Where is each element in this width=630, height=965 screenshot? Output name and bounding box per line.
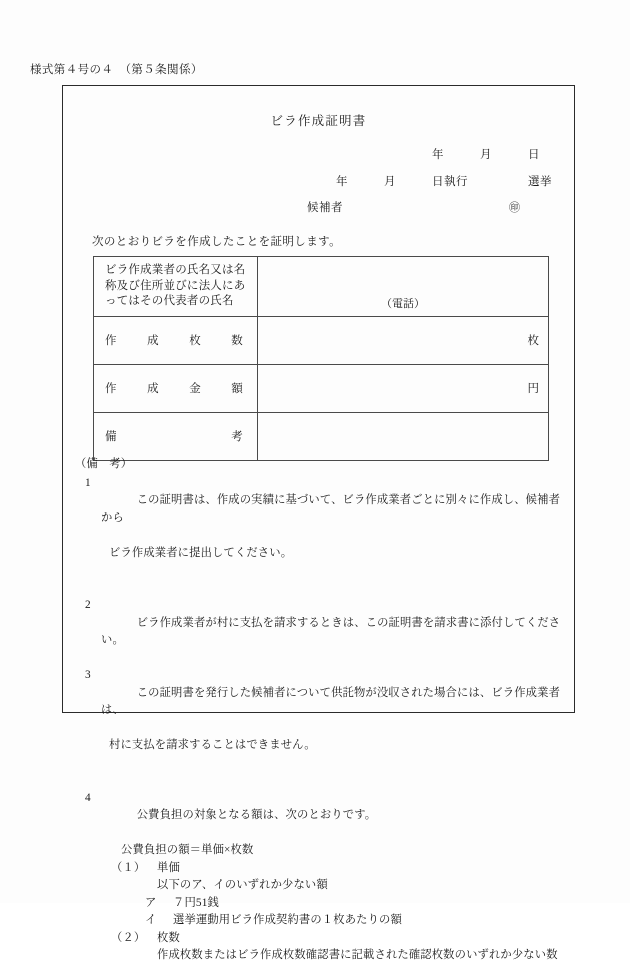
remarks-item-4 (75, 790, 562, 843)
label-char: 金 (189, 383, 201, 396)
remarks-subitem-detail: 作成枚数またはビラ作成枚数確認書に記載された確認枚数のいずれか少ない数 (157, 949, 558, 961)
document-title: ビラ作成証明書 (270, 114, 367, 128)
certificate-table (93, 256, 549, 461)
document-frame (62, 85, 575, 961)
seal-icon: ㊞ (509, 202, 520, 214)
remarks-subitem-marker: （２） (111, 931, 146, 944)
label-line: ビラ作成業者の氏名又は名 (105, 264, 246, 276)
remarks-subitem-label: 枚数 (157, 931, 180, 944)
date-line: 年 月 日 (432, 149, 540, 161)
remarks-formula: 公費負担の額＝単価×枚数 (121, 844, 254, 856)
remarks-item-number: 1 (85, 476, 91, 489)
remarks-subitem-marker: （１） (111, 861, 146, 874)
statement-text: 次のとおりビラを作成したことを証明します。 (92, 236, 341, 248)
amount-value[interactable] (258, 365, 548, 412)
row-label-quantity (94, 316, 258, 364)
table-row (94, 316, 549, 364)
label-char: 額 (231, 383, 243, 396)
remarks-item-number: 4 (85, 791, 91, 804)
remarks-option-a (75, 895, 562, 913)
remarks-section (75, 456, 562, 965)
remarks-item-text: 公費負担の対象となる額は、次のとおりです。 (136, 809, 377, 821)
row-value-quantity[interactable] (258, 316, 549, 364)
candidate-label: 候補者 (307, 202, 343, 214)
row-label-remarks (94, 412, 258, 460)
remarks-option-mark: ア (145, 896, 157, 909)
remarks-item-text: ビラ作成業者が村に支払を請求するときは、この証明書を請求書に添付してください。 (101, 616, 561, 646)
amount-unit: 円 (527, 383, 539, 396)
remarks-option-mark: イ (145, 914, 157, 926)
label-char: 考 (231, 431, 243, 444)
row-value-producer[interactable] (258, 257, 549, 317)
form-number: 様式第４号の４ （第５条関係） (30, 64, 203, 76)
row-value-remarks[interactable] (258, 412, 549, 460)
label-char: 備 (105, 431, 117, 444)
remarks-subitem-2 (75, 930, 562, 948)
label-line: ってはその代表者の氏名 (105, 295, 234, 308)
election-line: 年 月 日執行 選挙 (336, 176, 552, 188)
label-char: 枚 (189, 335, 201, 348)
remarks-option-text: ７円51銭 (173, 896, 219, 909)
quantity-unit: 枚 (527, 335, 539, 348)
remarks-item-number: 3 (85, 669, 91, 681)
remarks-subitem-label: 単価 (157, 861, 180, 874)
remarks-option-i (75, 912, 562, 930)
table-row (94, 364, 549, 412)
label-line: 称及び住所並びに法人にあ (105, 279, 246, 292)
label-char: 作 (105, 383, 117, 396)
remarks-item-continuation: 村に支払を請求することはできません。 (109, 739, 316, 751)
table-row (94, 257, 549, 317)
row-value-amount[interactable] (258, 364, 549, 412)
label-char: 成 (147, 383, 159, 396)
row-label-producer (94, 257, 258, 317)
remarks-item-number: 2 (85, 599, 91, 611)
remarks-item-text: この証明書は、作成の実績に基づいて、ビラ作成業者ごとに別々に作成し、候補者から (101, 494, 561, 524)
remarks-item-2 (75, 597, 562, 667)
table-row (94, 412, 549, 460)
remarks-value[interactable] (258, 413, 548, 460)
phone-note: （電話） (381, 297, 425, 310)
remarks-subitem-detail: 以下のア、イのいずれか少ない額 (157, 879, 328, 891)
label-char: 数 (231, 335, 243, 348)
remarks-option-text: 選挙運動用ビラ作成契約書の１枚あたりの額 (173, 914, 402, 926)
quantity-value[interactable] (258, 317, 548, 364)
row-label-amount (94, 364, 258, 412)
remarks-item-text: この証明書を発行した候補者について供託物が没収された場合には、ビラ作成業者は、 (101, 686, 561, 716)
remarks-subitem-1 (75, 860, 562, 878)
remarks-item-continuation: ビラ作成業者に提出してください。 (109, 546, 293, 559)
remarks-title: （備 考） (75, 458, 133, 470)
label-char: 成 (147, 335, 159, 348)
remarks-item-3 (75, 667, 562, 790)
remarks-item-1 (75, 475, 562, 598)
label-char: 作 (105, 335, 117, 348)
